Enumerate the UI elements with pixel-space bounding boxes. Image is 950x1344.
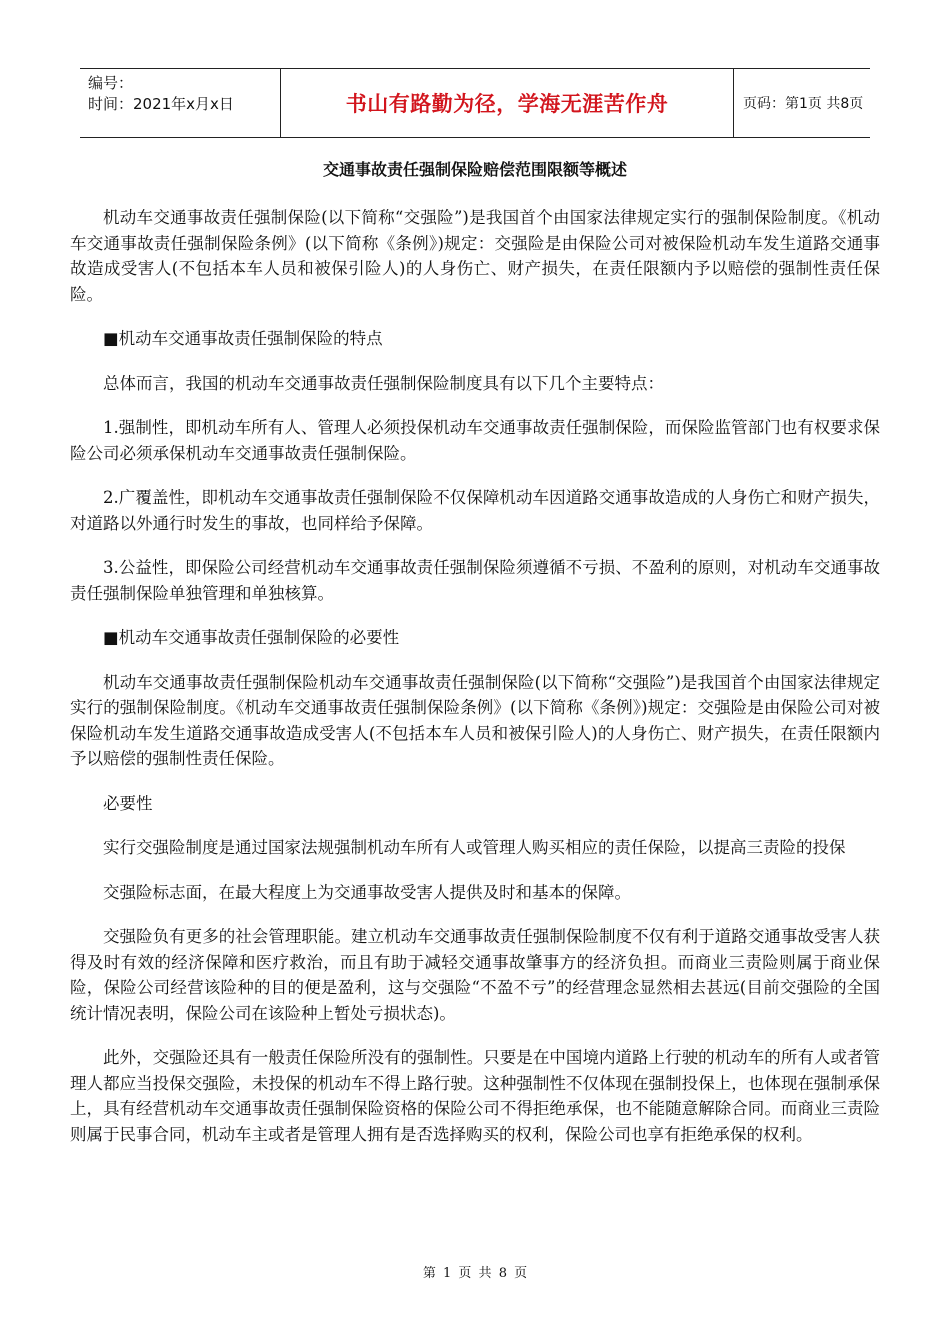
paragraph-necessity-2: 交强险标志面，在最大程度上为交通事故受害人提供及时和基本的保障。 <box>103 882 631 902</box>
paragraph-feature-2: 2.广覆盖性，即机动车交通事故责任强制保险不仅保障机动车因道路交通事故造成的人身伤亡和财产损失，对道路以外通行时发生的事故，也同样给予保障。 <box>70 488 880 533</box>
document-number-label: 编号： <box>88 74 134 92</box>
paragraph-feature-1: 1.强制性，即机动车所有人、管理人必须投保机动车交通事故责任强制保险，而保险监管部门也有权要求保险公司必须承保机动车交通事故责任强制保险。 <box>70 418 880 463</box>
header-motto-cell <box>280 69 734 137</box>
page-footer: 第 1 页 共 8 页 <box>422 1266 528 1281</box>
header-page-cell <box>734 69 870 137</box>
document-title: 交通事故责任强制保险赔偿范围限额等概述 <box>322 160 627 179</box>
paragraph-features-intro: 总体而言，我国的机动车交通事故责任强制保险制度具有以下几个主要特点： <box>103 373 664 393</box>
page-header <box>80 68 870 138</box>
section-heading-features: ■机动车交通事故责任强制保险的特点 <box>103 329 383 348</box>
paragraph-necessity-intro: 机动车交通事故责任强制保险机动车交通事故责任强制保险(以下简称“交强险”)是我国首个由国家法律规定实行的强制保险制度。《机动车交通事故责任强制保险条例》(以下简称《条例》)规定：交强险是由保险公司对被保险机动车发生道路交通事故造成受害人(不包括本车人员和被保引险人)的人身伤亡、财产损失，在责任限额内予以赔偿的强制性责任保险。 <box>70 672 880 768</box>
section-heading-necessity: ■机动车交通事故责任强制保险的必要性 <box>103 628 400 647</box>
paragraph-necessity-4: 此外，交强险还具有一般责任保险所没有的强制性。只要是在中国境内道路上行驶的机动车的所有人或者管理人都应当投保交强险，未投保的机动车不得上路行驶。这种强制性不仅体现在强制投保上，也体现在强制承保上，具有经营机动车交通事故责任强制保险资格的保险公司不得拒绝承保，也不能随意解除合同。而商业三责险则属于民事合同，机动车主或者是管理人拥有是否选择购买的权利，保险公司也享有拒绝承保的权利。 <box>70 1048 880 1144</box>
header-page-label: 页码：第1页 共8页 <box>743 96 864 112</box>
paragraph-necessity-3: 交强险负有更多的社会管理职能。建立机动车交通事故责任强制保险制度不仅有利于道路交通事故受害人获得及时有效的经济保障和医疗救治，而且有助于减轻交通事故肇事方的经济负担。而商业三责险则属于商业保险，保险公司经营该险种的目的便是盈利，这与交强险“不盈不亏”的经营理念显然相去甚远(目前交强险的全国统计情况表明，保险公司在该险种上暂处亏损状态)。 <box>70 927 880 1023</box>
header-motto: 书山有路勤为径，学海无涯苦作舟 <box>345 92 669 116</box>
paragraph-feature-3: 3.公益性，即保险公司经营机动车交通事故责任强制保险须遵循不亏损、不盈利的原则，对机动车交通事故责任强制保险单独管理和单独核算。 <box>70 558 880 603</box>
document-date-label: 时间：2021年x月x日 <box>88 95 234 113</box>
paragraph-intro: 机动车交通事故责任强制保险(以下简称“交强险”)是我国首个由国家法律规定实行的强制保险制度。《机动车交通事故责任强制保险条例》(以下简称《条例》)规定：交强险是由保险公司对被保险机动车发生道路交通事故造成受害人(不包括本车人员和被保引险人)的人身伤亡、财产损失，在责任限额内予以赔偿的强制性责任保险。 <box>70 208 880 304</box>
header-meta <box>80 69 280 137</box>
paragraph-necessity-1: 实行交强险制度是通过国家法规强制机动车所有人或管理人购买相应的责任保险，以提高三责险的投保 <box>103 838 846 857</box>
document-body <box>70 205 880 1166</box>
subheading-necessity: 必要性 <box>103 793 153 813</box>
